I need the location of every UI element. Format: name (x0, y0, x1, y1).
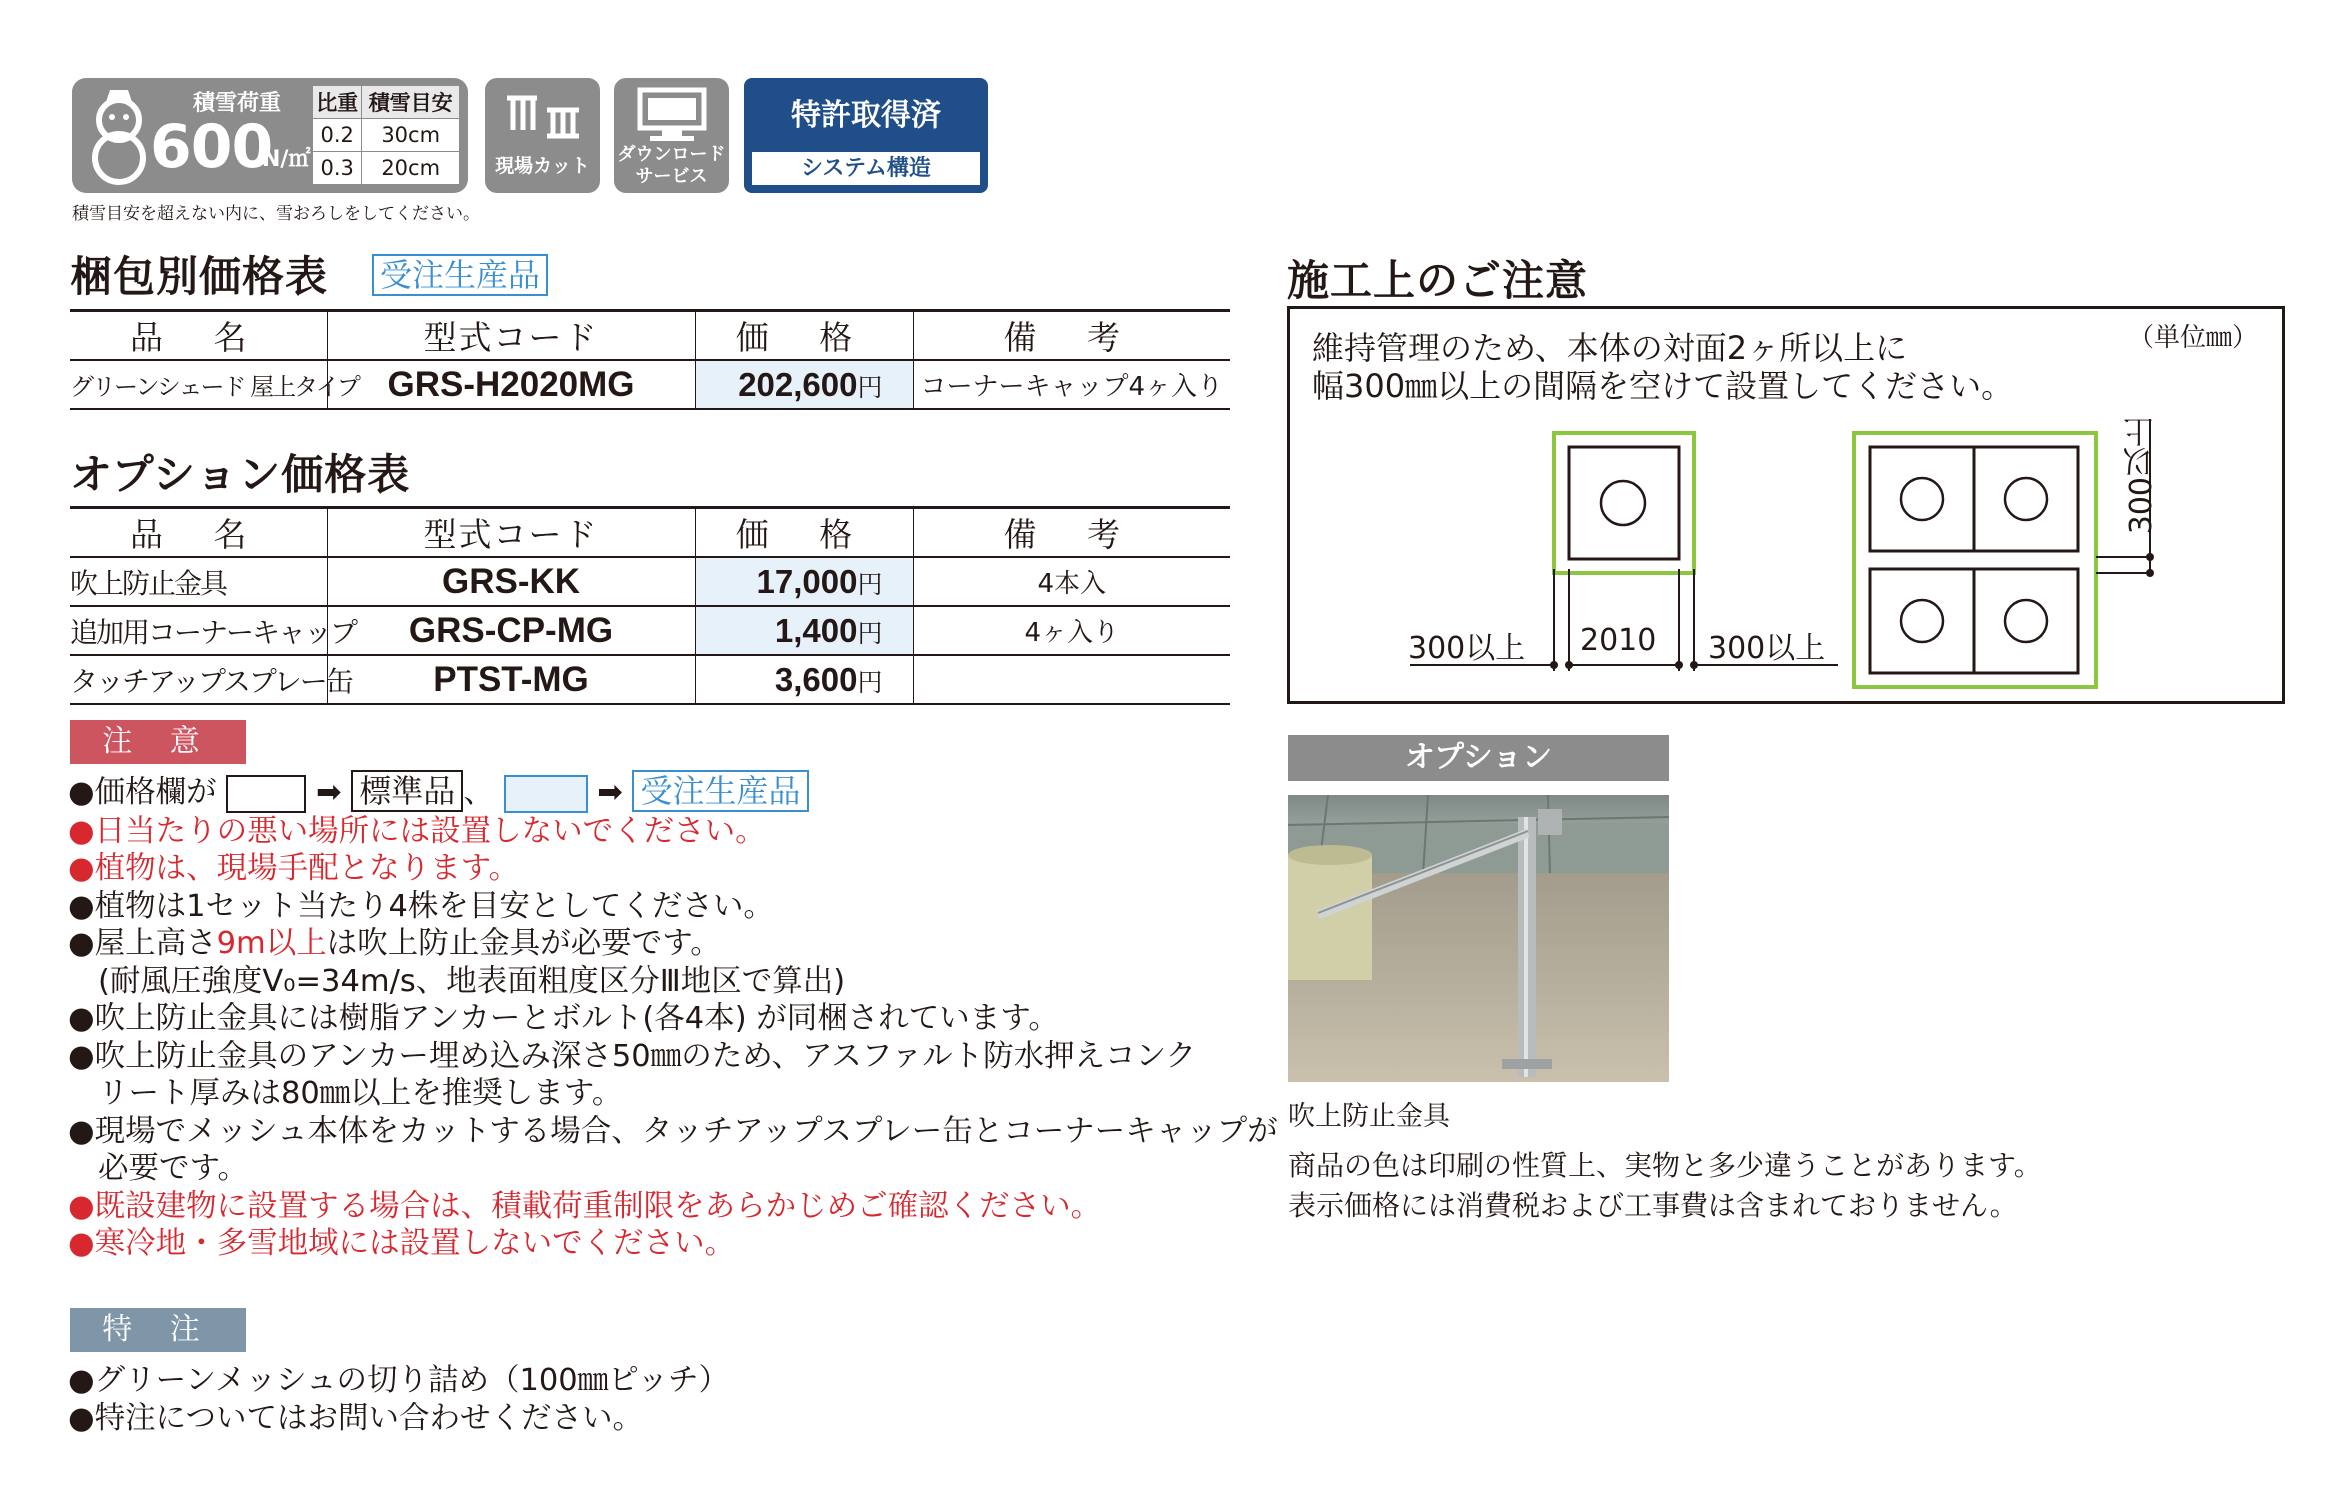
yen-unit: 円 (857, 373, 883, 402)
yen-unit: 円 (857, 668, 883, 697)
download-label-2: サービス (635, 166, 708, 187)
legend-separator: 、 (463, 775, 494, 810)
footnote-line: 表示価格には消費税および工事費は含まれておりません。 (1288, 1189, 2018, 1222)
download-label-1: ダウンロード (617, 144, 726, 165)
product-name: タッチアップスプレー缶 (70, 655, 327, 704)
package-price-title: 梱包別価格表 (70, 252, 329, 301)
column-header: 備 考 (913, 311, 1230, 361)
table-row (70, 606, 1230, 655)
remarks: コーナーキャップ4ヶ入り (913, 360, 1230, 409)
column-header: 価 格 (695, 311, 913, 361)
caution-line: ●吹上防止金具には樹脂アンカーとボルト(各4本) が同梱されています。 (68, 1001, 1059, 1036)
caution-line: 必要です。 (98, 1151, 249, 1186)
caution-line: (耐風圧強度V₀=34m/s、地表面粗度区分Ⅲ地区で算出) (98, 963, 846, 999)
caution-line: ●既設建物に設置する場合は、積載荷重制限をあらかじめご確認ください。 (68, 1188, 1102, 1224)
special-order-notes (68, 1362, 1238, 1437)
patent-subtitle: システム構造 (752, 152, 980, 185)
model-code: GRS-H2020MG (327, 360, 695, 409)
patent-badge (744, 78, 988, 193)
package-price-table (70, 309, 1230, 410)
column-header: 型式コード (327, 311, 695, 361)
model-code: PTST-MG (327, 655, 695, 704)
remarks (913, 655, 1230, 704)
caution-label: 注 意 (70, 720, 246, 764)
made-to-order-tag: 受注生産品 (372, 254, 548, 296)
photo-caption: 吹上防止金具 (1288, 1101, 1450, 1132)
order-swatch (504, 775, 588, 813)
yen-unit: 円 (857, 570, 883, 599)
snow-load-unit: N/㎡ (262, 147, 311, 172)
special-line: ●グリーンメッシュの切り詰め（100㎜ピッチ） (68, 1363, 729, 1398)
field-cut-badge (485, 78, 600, 193)
price-legend (68, 772, 1238, 813)
price-cell (695, 360, 913, 409)
price-cell (695, 557, 913, 606)
column-header: 品 名 (70, 311, 327, 361)
dimension-left: 300以上 (1408, 631, 1526, 666)
yen-unit: 円 (857, 619, 883, 648)
caution-line: ●植物は、現場手配となります。 (68, 851, 520, 886)
legend-prefix: ●価格欄が (68, 775, 217, 810)
caution-line: ●現場でメッシュ本体をカットする場合、タッチアップスプレー缶とコーナーキャップが (68, 1113, 1278, 1149)
dimension-middle: 2010 (1580, 623, 1657, 658)
product-name: 吹上防止金具 (70, 557, 327, 606)
product-name: 追加用コーナーキャップ (70, 606, 327, 655)
install-text-line: 幅300㎜以上の間隔を空けて設置してください。 (1312, 367, 2014, 405)
table-row (70, 360, 1230, 409)
snow-depth-table (312, 85, 460, 185)
table-row (70, 655, 1230, 704)
standard-tag: 標準品 (351, 770, 463, 812)
model-code: GRS-KK (327, 557, 695, 606)
install-text-line: 維持管理のため、本体の対面2ヶ所以上に (1312, 329, 1908, 367)
price-value: 3,600 (774, 660, 858, 698)
price-value: 1,400 (774, 611, 858, 649)
caution-line: ●寒冷地・多雪地域には設置しないでください。 (68, 1226, 736, 1261)
patent-title: 特許取得済 (791, 98, 941, 133)
arrow-icon: ➡ (316, 775, 342, 810)
option-price-title: オプション価格表 (70, 450, 411, 499)
caution-line: ●日当たりの悪い場所には設置しないでください。 (68, 813, 766, 849)
caution-line: ●植物は1セット当たり4株を目安としてください。 (68, 888, 774, 924)
mesh-cut-icon (503, 90, 583, 140)
install-notes-title: 施工上のご注意 (1287, 256, 1589, 305)
column-header: 備 考 (913, 508, 1230, 558)
caution-notes (68, 772, 1278, 1263)
snow-load-badge (72, 78, 468, 193)
caution-text: ●屋上高さ (68, 926, 217, 961)
column-header: 型式コード (327, 508, 695, 558)
snow-load-title: 積雪荷重 (192, 91, 281, 116)
install-diagram (1287, 306, 2285, 704)
product-name: グリーンシェード 屋上タイプ (70, 360, 327, 409)
table-row (70, 557, 1230, 606)
arrow-icon: ➡ (597, 775, 623, 810)
price-value: 17,000 (756, 562, 858, 600)
dimension-right: 300以上 (1708, 631, 1826, 666)
caution-line: ●吹上防止金具のアンカー埋め込み深さ50㎜のため、アスファルト防水押えコンク (68, 1038, 1197, 1074)
dimension-vertical: 300以上 (2124, 417, 2159, 535)
caution-text: は吹上防止金具が必要です。 (326, 926, 721, 961)
remarks: 4ヶ入り (913, 606, 1230, 655)
price-value: 202,600 (738, 365, 858, 403)
price-cell (695, 655, 913, 704)
snow-table-header: 比重 (313, 86, 362, 119)
special-line: ●特注についてはお問い合わせください。 (68, 1400, 644, 1436)
snow-note: 積雪目安を超えない内に、雪おろしをしてください。 (72, 204, 480, 224)
snow-table-cell: 20cm (362, 152, 460, 185)
footnote-line: 商品の色は印刷の性質上、実物と多少違うことがあります。 (1288, 1149, 2042, 1182)
snow-table-cell: 30cm (362, 119, 460, 152)
caution-line (68, 925, 1238, 963)
snowman-icon (84, 86, 154, 186)
option-photo-header: オプション (1288, 735, 1669, 781)
column-header: 品 名 (70, 508, 327, 558)
model-code: GRS-CP-MG (327, 606, 695, 655)
order-tag: 受注生産品 (632, 770, 808, 812)
monitor-icon (636, 86, 708, 142)
snow-table-cell: 0.2 (313, 119, 362, 152)
remarks: 4本入 (913, 557, 1230, 606)
option-price-table (70, 506, 1230, 705)
footnotes (1288, 1146, 2042, 1226)
price-cell (695, 606, 913, 655)
unit-label: （単位㎜） (2128, 323, 2259, 353)
special-order-label: 特 注 (70, 1308, 246, 1352)
wind-bracket-photo (1288, 795, 1669, 1082)
snow-table-cell: 0.3 (313, 152, 362, 185)
download-service-badge (614, 78, 729, 193)
snow-table-header: 積雪目安 (362, 86, 460, 119)
caution-highlight: 9m以上 (216, 926, 327, 961)
column-header: 価 格 (695, 508, 913, 558)
snow-load-value: 600 (150, 112, 273, 182)
caution-line: リート厚みは80㎜以上を推奨します。 (98, 1076, 623, 1111)
standard-swatch (226, 775, 306, 813)
field-cut-label: 現場カット (495, 155, 590, 177)
